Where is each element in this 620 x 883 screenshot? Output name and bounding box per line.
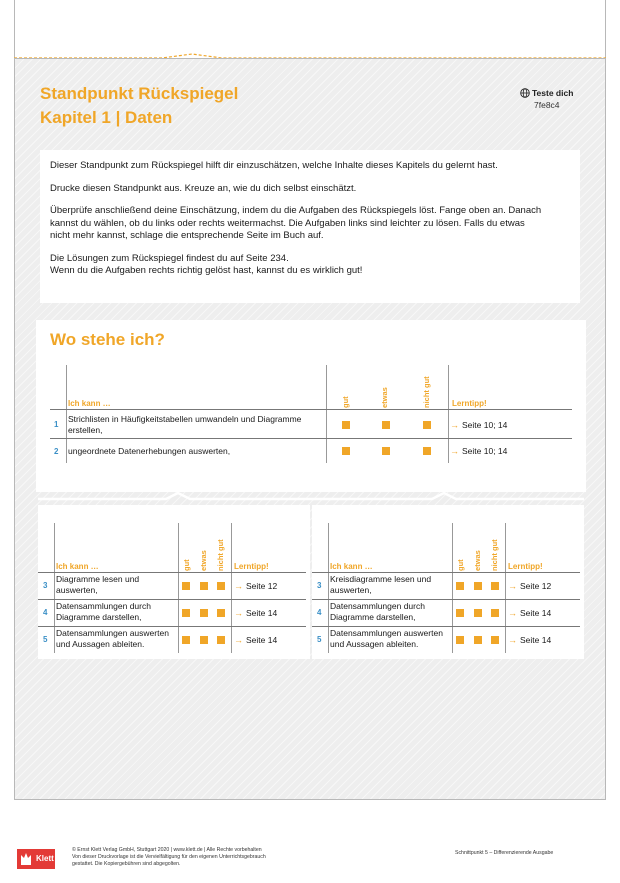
header-etwas: etwas [473,550,482,571]
intro-paragraph-1: Dieser Standpunkt zum Rückspiegel hilft dir einzuschätzen, welche Inhalte dieses Kapitels du gelernt hast. [50,160,498,171]
checkbox-gut[interactable] [342,421,350,429]
globe-icon [520,88,530,98]
arrow-right-icon: → [234,608,243,618]
arrow-right-icon: → [508,581,517,591]
checkbox-nicht-gut[interactable] [491,582,499,590]
checkbox-nicht-gut[interactable] [491,636,499,644]
left-branch-panel: Ich kann … gut etwas nicht gut Lerntipp! 3 Diagramme lesen und auswerten, → Seite 12 4 Datensammlungen durch Diagramme darstellen, → Seite 14 5 Datensammlungen auswerten und Aussagen ableiten. → Seite 14 [38,505,310,659]
lerntipp: → Seite 14 [508,608,552,618]
arrow-right-icon: → [508,608,517,618]
arrow-right-icon: → [234,635,243,645]
lerntipp: → Seite 14 [234,635,278,645]
copyright-notice: © Ernst Klett Verlag GmbH, Stuttgart 2020 | www.klett.de | Alle Rechte vorbehalten Von dieser Druckvorlage ist die Vervielfältigung für den eigenen Unterrichtsgebrauch gestattet. Die Kopiergebühren sind abgegolten. [72,847,266,867]
lerntipp: → Seite 10; 14 [450,420,508,430]
checkbox-gut[interactable] [182,582,190,590]
header-gut: gut [182,559,191,571]
checkbox-etwas[interactable] [474,582,482,590]
teste-dich-label: Teste dich [532,88,574,98]
arrow-right-icon: → [450,446,459,456]
page-title: Standpunkt Rückspiegel [40,84,239,103]
header-lerntipp: Lerntipp! [234,562,269,571]
header-ich-kann: Ich kann … [68,399,111,408]
checkbox-nicht-gut[interactable] [491,609,499,617]
checkbox-gut[interactable] [342,447,350,455]
lerntipp: → Seite 12 [508,581,552,591]
checkbox-gut[interactable] [456,582,464,590]
header-ich-kann: Ich kann … [330,562,373,571]
checkbox-gut[interactable] [456,636,464,644]
book-title: Schnittpunkt 5 – Differenzierende Ausgabe [455,850,554,856]
arrow-right-icon: → [234,581,243,591]
checkbox-etwas[interactable] [474,636,482,644]
teste-dich-link[interactable] [520,88,573,98]
klett-logo-icon [20,852,32,866]
lerntipp: → Seite 10; 14 [450,446,508,456]
checkbox-nicht-gut[interactable] [217,582,225,590]
title-block [40,82,238,130]
checkbox-nicht-gut[interactable] [423,447,431,455]
checkbox-etwas[interactable] [474,609,482,617]
header-gut: gut [456,559,465,571]
checkbox-etwas[interactable] [200,636,208,644]
checkbox-gut[interactable] [456,609,464,617]
checkbox-etwas[interactable] [382,447,390,455]
section-heading: Wo stehe ich? [50,330,165,349]
checkbox-etwas[interactable] [200,582,208,590]
header-etwas: etwas [199,550,208,571]
checkbox-nicht-gut[interactable] [217,636,225,644]
intro-box [40,150,580,303]
checkbox-nicht-gut[interactable] [217,609,225,617]
klett-logo: Klett [17,849,55,869]
header-nicht-gut: nicht gut [490,539,499,571]
header-nicht-gut: nicht gut [216,539,225,571]
intro-paragraph-2: Drucke diesen Standpunkt aus. Kreuze an, wie du dich selbst einschätzt. [50,182,357,194]
arrow-right-icon: → [508,635,517,645]
lerntipp: → Seite 14 [508,635,552,645]
online-code: 7fe8c4 [534,100,560,110]
arrow-right-icon: → [450,420,459,430]
checkbox-etwas[interactable] [382,421,390,429]
header-etwas: etwas [380,387,389,408]
header-lerntipp: Lerntipp! [452,399,487,408]
header-ich-kann: Ich kann … [56,562,99,571]
intro-paragraph-3: Überprüfe anschließend deine Einschätzung, indem du die Aufgaben des Rückspiegels löst. Fange oben an. Danach kannst du wählen, ob du links oder rechts weitermachst. Die Aufgaben links sind leichter zu lösen. Falls du etwas nicht mehr kannst, schlage die entsprechende Seite im Buch auf. [50,205,542,241]
right-branch-panel: Ich kann … gut etwas nicht gut Lerntipp! 3 Kreisdiagramme lesen und auswerten, → Seite 12 4 Datensammlungen durch Diagramme darstellen, → Seite 14 5 Datensammlungen auswerten und Aussagen ableiten. → Seite 14 [312,505,584,659]
intro-paragraph-4: Die Lösungen zum Rückspiegel findest du auf Seite 234. Wenn du die Aufgaben rechts richtig gelöst hast, kannst du es wirklich gut! [50,252,363,276]
checkbox-gut[interactable] [182,636,190,644]
lerntipp: → Seite 12 [234,581,278,591]
lerntipp: → Seite 14 [234,608,278,618]
wo-stehe-ich-panel: Wo stehe ich? Ich kann … gut etwas nicht gut Lerntipp! 1 Strichlisten in Häufigkeitstabellen umwandeln und Diagramme erstellen, → Seite 10; 14 2 ungeordnete Datenerhebungen auswerten, → Seite 10; 14 [36,320,586,492]
checkbox-gut[interactable] [182,609,190,617]
header-nicht-gut: nicht gut [422,376,431,408]
page-subtitle: Kapitel 1 | Daten [40,108,173,127]
checkbox-nicht-gut[interactable] [423,421,431,429]
checkbox-etwas[interactable] [200,609,208,617]
header-lerntipp: Lerntipp! [508,562,543,571]
header-gut: gut [341,396,350,408]
